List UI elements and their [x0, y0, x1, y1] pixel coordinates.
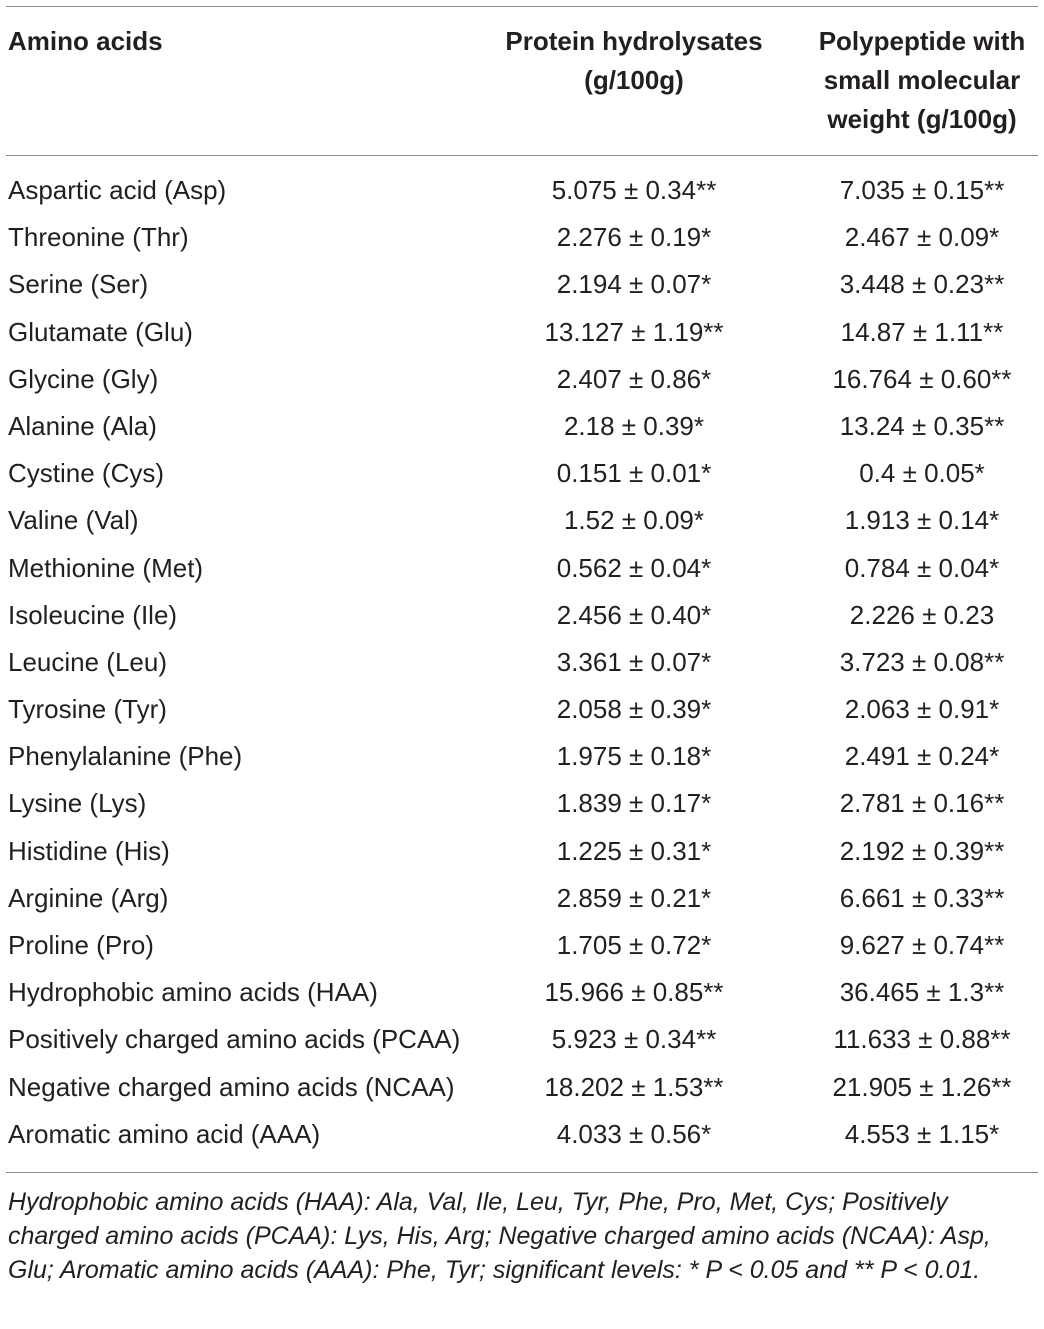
table-row	[0, 922, 1044, 969]
polypeptide-cell: 0.4 ± 0.05*	[859, 458, 985, 489]
table-row	[0, 1111, 1044, 1158]
table-row	[0, 969, 1044, 1016]
row-name-cell: Proline (Pro)	[8, 930, 154, 960]
polypeptide-cell: 9.627 ± 0.74**	[839, 930, 1005, 960]
polypeptide-cell: 2.491 ± 0.24*	[844, 741, 1000, 772]
protein-hydrolysates-cell: 5.075 ± 0.34**	[551, 175, 717, 205]
table-row	[0, 450, 1044, 497]
polypeptide-cell: 2.226 ± 0.23	[849, 599, 995, 630]
protein-hydrolysates-cell: 2.058 ± 0.39*	[556, 694, 712, 725]
table-row	[0, 356, 1044, 403]
row-name-cell: Isoleucine (Ile)	[8, 599, 178, 630]
table-row	[0, 686, 1044, 733]
row-name-cell: Valine (Val)	[8, 505, 139, 536]
header-polypeptide-line1: Polypeptide with	[818, 26, 1026, 56]
row-name-cell: Hydrophobic amino acids (HAA)	[8, 977, 378, 1008]
table-row	[0, 828, 1044, 875]
protein-hydrolysates-cell: 3.361 ± 0.07*	[556, 646, 712, 677]
polypeptide-cell: 6.661 ± 0.33**	[839, 882, 1005, 913]
row-name-cell: Glutamate (Glu)	[8, 316, 193, 347]
table-row	[0, 1016, 1044, 1063]
table-footnote: Hydrophobic amino acids (HAA): Ala, Val, Ile, Leu, Tyr, Phe, Pro, Met, Cys; Positively charged amino acids (PCAA): Lys, His, Arg; Negative charged amino acids (NCAA): Asp, Glu; Aromatic amino acids (AAA): Phe, Tyr; significant levels: * P < 0.05 and ** P < 0.01.	[8, 1188, 991, 1284]
protein-hydrolysates-cell: 15.966 ± 0.85**	[544, 977, 724, 1008]
row-name-cell: Phenylalanine (Phe)	[8, 741, 243, 772]
polypeptide-cell: 11.633 ± 0.88**	[833, 1024, 1011, 1055]
row-name-cell: Negative charged amino acids (NCAA)	[8, 1071, 455, 1102]
row-name-cell: Cystine (Cys)	[8, 458, 165, 489]
protein-hydrolysates-cell: 2.407 ± 0.86*	[556, 363, 712, 394]
polypeptide-cell: 0.784 ± 0.04*	[844, 552, 1000, 583]
protein-hydrolysates-cell: 1.52 ± 0.09*	[563, 505, 705, 536]
row-name-cell: Alanine (Ala)	[8, 410, 157, 441]
row-name-cell: Methionine (Met)	[8, 552, 204, 583]
protein-hydrolysates-cell: 4.033 ± 0.56*	[556, 1118, 712, 1149]
table-row	[0, 639, 1044, 686]
protein-hydrolysates-cell: 2.276 ± 0.19*	[556, 222, 712, 253]
row-name-cell: Lysine (Lys)	[8, 788, 147, 819]
header-amino-acids: Amino acids	[8, 26, 163, 56]
protein-hydrolysates-cell: 2.194 ± 0.07*	[556, 269, 712, 300]
table-row	[0, 214, 1044, 261]
row-name-cell: Tyrosine (Tyr)	[8, 694, 167, 725]
header-protein-hydrolysates-line2: (g/100g)	[584, 65, 684, 95]
protein-hydrolysates-cell: 5.923 ± 0.34**	[551, 1024, 717, 1055]
polypeptide-cell: 4.553 ± 1.15*	[844, 1118, 1000, 1149]
table-row	[0, 403, 1044, 450]
polypeptide-cell: 3.723 ± 0.08**	[839, 646, 1005, 677]
protein-hydrolysates-cell: 2.18 ± 0.39*	[563, 410, 705, 441]
polypeptide-cell: 21.905 ± 1.26**	[832, 1071, 1012, 1102]
polypeptide-cell: 2.467 ± 0.09*	[844, 222, 1000, 253]
polypeptide-cell: 13.24 ± 0.35**	[839, 410, 1005, 441]
header-protein-hydrolysates	[488, 22, 780, 100]
polypeptide-cell: 14.87 ± 1.11**	[840, 316, 1004, 347]
top-rule	[6, 6, 1038, 7]
header-protein-hydrolysates-line1: Protein hydrolysates	[505, 26, 763, 56]
table-row	[0, 309, 1044, 356]
row-name-cell: Serine (Ser)	[8, 269, 149, 300]
table-row	[0, 167, 1044, 214]
table-row	[0, 592, 1044, 639]
protein-hydrolysates-cell: 18.202 ± 1.53**	[544, 1071, 724, 1102]
header-polypeptide	[800, 22, 1044, 139]
polypeptide-cell: 1.913 ± 0.14*	[844, 505, 1000, 536]
protein-hydrolysates-cell: 1.839 ± 0.17*	[556, 788, 712, 819]
protein-hydrolysates-cell: 13.127 ± 1.19**	[544, 316, 724, 347]
polypeptide-cell: 3.448 ± 0.23**	[839, 269, 1005, 300]
row-name-cell: Leucine (Leu)	[8, 646, 167, 677]
row-name-cell: Aromatic amino acid (AAA)	[8, 1118, 321, 1149]
table-row	[0, 875, 1044, 922]
header-rule	[6, 155, 1038, 156]
table-row	[0, 780, 1044, 827]
table-row	[0, 261, 1044, 308]
protein-hydrolysates-cell: 1.975 ± 0.18*	[556, 741, 712, 772]
header-polypeptide-line2: small molecular	[823, 65, 1021, 95]
polypeptide-cell: 2.192 ± 0.39**	[839, 835, 1005, 866]
table-row	[0, 497, 1044, 544]
polypeptide-cell: 2.781 ± 0.16**	[839, 788, 1005, 819]
row-name-cell: Threonine (Thr)	[8, 222, 189, 253]
row-name-cell: Glycine (Gly)	[8, 363, 159, 394]
row-name-cell: Arginine (Arg)	[8, 882, 169, 913]
polypeptide-cell: 36.465 ± 1.3**	[839, 977, 1005, 1008]
polypeptide-cell: 7.035 ± 0.15**	[839, 175, 1005, 205]
table-row	[0, 733, 1044, 780]
protein-hydrolysates-cell: 1.705 ± 0.72*	[556, 930, 712, 960]
polypeptide-cell: 2.063 ± 0.91*	[844, 694, 1000, 725]
protein-hydrolysates-cell: 1.225 ± 0.31*	[556, 835, 712, 866]
polypeptide-cell: 16.764 ± 0.60**	[832, 363, 1012, 394]
row-name-cell: Aspartic acid (Asp)	[8, 175, 227, 205]
protein-hydrolysates-cell: 0.562 ± 0.04*	[556, 552, 712, 583]
protein-hydrolysates-cell: 2.859 ± 0.21*	[556, 882, 712, 913]
bottom-rule	[6, 1172, 1038, 1173]
protein-hydrolysates-cell: 0.151 ± 0.01*	[556, 458, 712, 489]
protein-hydrolysates-cell: 2.456 ± 0.40*	[556, 599, 712, 630]
table-row	[0, 545, 1044, 592]
header-polypeptide-line3: weight (g/100g)	[827, 104, 1017, 134]
table-row	[0, 1064, 1044, 1111]
table-body	[0, 167, 1044, 1158]
row-name-cell: Positively charged amino acids (PCAA)	[8, 1024, 461, 1055]
row-name-cell: Histidine (His)	[8, 835, 170, 866]
